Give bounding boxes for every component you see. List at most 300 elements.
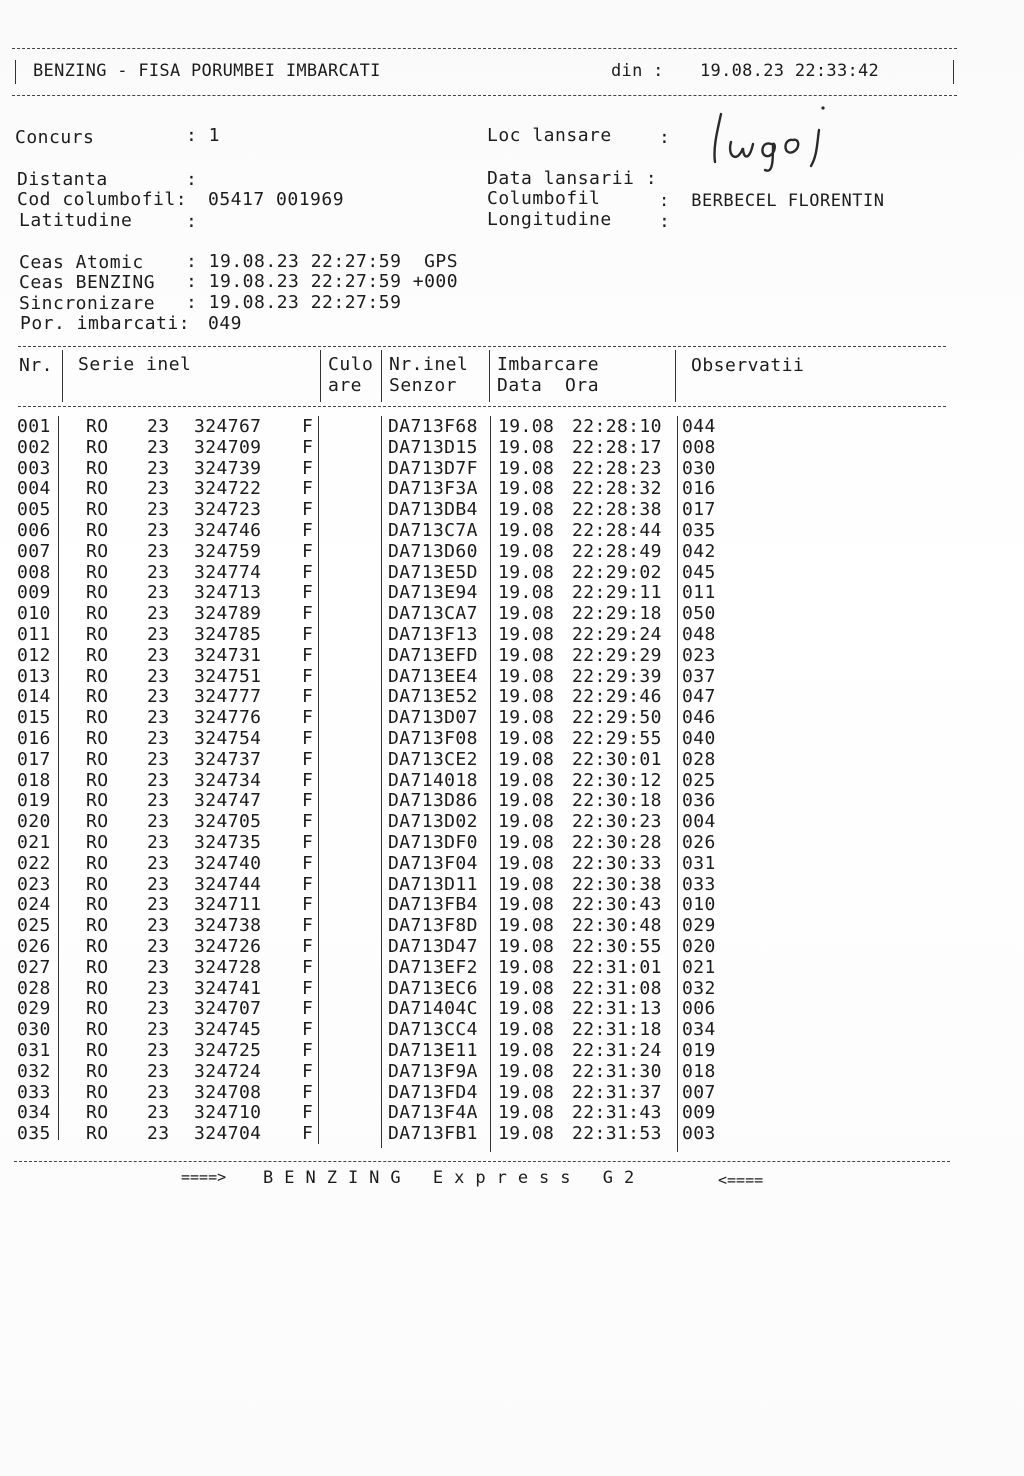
row-date: 19.08 xyxy=(498,665,555,687)
row-sensor-id: DA713DB4 xyxy=(388,499,478,521)
row-time: 22:31:37 xyxy=(572,1081,662,1103)
row-nr: 029 xyxy=(17,998,51,1020)
header-culoare-1: Culo xyxy=(328,354,374,375)
row-observation: 031 xyxy=(682,852,716,874)
row-observation: 048 xyxy=(682,623,716,645)
row-time: 22:29:55 xyxy=(572,727,662,749)
row-country: RO xyxy=(86,956,109,978)
cod-columbofil-label: Cod columbofil: xyxy=(17,189,188,210)
row-sensor-id: DA713FB4 xyxy=(388,894,478,916)
row-nr: 030 xyxy=(17,1019,51,1041)
table-row xyxy=(0,979,1024,1000)
table-row xyxy=(0,1041,1024,1062)
row-date: 19.08 xyxy=(498,416,555,437)
row-sensor-id: DA713EC6 xyxy=(388,977,478,999)
row-nr: 035 xyxy=(17,1123,51,1145)
row-time: 22:30:01 xyxy=(572,748,662,770)
row-date: 19.08 xyxy=(498,998,555,1020)
row-sensor-id: DA713F13 xyxy=(388,623,478,645)
row-sex: F xyxy=(302,582,314,604)
row-time: 22:29:02 xyxy=(572,561,662,583)
row-time: 22:31:13 xyxy=(572,998,662,1020)
row-year: 23 xyxy=(147,457,170,479)
row-year: 23 xyxy=(147,623,170,645)
row-time: 22:30:23 xyxy=(572,811,662,833)
row-time: 22:29:24 xyxy=(572,623,662,645)
row-ring-number: 324713 xyxy=(194,582,262,604)
row-observation: 020 xyxy=(682,935,716,957)
row-sex: F xyxy=(302,1123,314,1145)
row-observation: 033 xyxy=(682,873,716,895)
row-sex: F xyxy=(302,1081,314,1103)
row-time: 22:31:18 xyxy=(572,1019,662,1041)
cod-columbofil-value: 05417 001969 xyxy=(208,189,345,210)
title-bottom-border xyxy=(12,95,957,96)
row-nr: 027 xyxy=(17,956,51,978)
row-nr: 014 xyxy=(17,686,51,708)
row-ring-number: 324741 xyxy=(194,977,262,999)
row-sensor-id: DA713F9A xyxy=(388,1060,478,1082)
row-time: 22:28:38 xyxy=(572,499,662,521)
row-observation: 036 xyxy=(682,790,716,812)
row-ring-number: 324728 xyxy=(194,956,262,978)
porumbei-imbarcati-label: Por. imbarcati: xyxy=(20,313,191,334)
row-sensor-id: DA713D7F xyxy=(388,457,478,479)
row-observation: 011 xyxy=(682,582,716,604)
row-observation: 046 xyxy=(682,707,716,729)
row-observation: 017 xyxy=(682,499,716,521)
distanta-label: Distanta xyxy=(17,169,108,190)
row-sex: F xyxy=(302,519,314,541)
row-nr: 011 xyxy=(17,623,51,645)
row-year: 23 xyxy=(147,1019,170,1041)
row-date: 19.08 xyxy=(498,769,555,791)
row-time: 22:30:18 xyxy=(572,790,662,812)
row-date: 19.08 xyxy=(498,603,555,625)
row-ring-number: 324745 xyxy=(194,1019,262,1041)
row-observation: 044 xyxy=(682,416,716,437)
row-year: 23 xyxy=(147,1081,170,1103)
row-country: RO xyxy=(86,1123,109,1145)
row-country: RO xyxy=(86,686,109,708)
row-ring-number: 324735 xyxy=(194,831,262,853)
row-date: 19.08 xyxy=(498,811,555,833)
row-year: 23 xyxy=(147,436,170,458)
row-date: 19.08 xyxy=(498,1039,555,1061)
header-observatii: Observatii xyxy=(691,355,805,376)
row-nr: 001 xyxy=(17,416,51,437)
row-ring-number: 324704 xyxy=(194,1123,262,1145)
row-country: RO xyxy=(86,1081,109,1103)
row-year: 23 xyxy=(147,790,170,812)
row-observation: 030 xyxy=(682,457,716,479)
row-date: 19.08 xyxy=(498,1102,555,1124)
row-time: 22:28:23 xyxy=(572,457,662,479)
row-sex: F xyxy=(302,831,314,853)
row-sex: F xyxy=(302,873,314,895)
row-time: 22:30:28 xyxy=(572,831,662,853)
row-year: 23 xyxy=(147,727,170,749)
row-sensor-id: DA713FB1 xyxy=(388,1123,478,1145)
data-lansarii-label: Data lansarii : xyxy=(487,168,658,189)
row-country: RO xyxy=(86,499,109,521)
row-year: 23 xyxy=(147,1039,170,1061)
row-country: RO xyxy=(86,623,109,645)
row-nr: 004 xyxy=(17,478,51,500)
row-year: 23 xyxy=(147,769,170,791)
row-country: RO xyxy=(86,478,109,500)
table-row xyxy=(0,999,1024,1020)
row-sex: F xyxy=(302,499,314,521)
row-time: 22:30:38 xyxy=(572,873,662,895)
row-country: RO xyxy=(86,894,109,916)
ceas-benzing-label: Ceas BENZING xyxy=(19,272,156,293)
row-date: 19.08 xyxy=(498,540,555,562)
row-sex: F xyxy=(302,1102,314,1124)
row-nr: 021 xyxy=(17,831,51,853)
row-nr: 015 xyxy=(17,707,51,729)
row-ring-number: 324711 xyxy=(194,894,262,916)
document-title: BENZING - FISA PORUMBEI IMBARCATI xyxy=(33,61,381,81)
row-observation: 032 xyxy=(682,977,716,999)
row-sensor-id: DA713CE2 xyxy=(388,748,478,770)
row-time: 22:29:18 xyxy=(572,603,662,625)
row-year: 23 xyxy=(147,956,170,978)
row-sex: F xyxy=(302,623,314,645)
row-date: 19.08 xyxy=(498,686,555,708)
row-sex: F xyxy=(302,894,314,916)
row-time: 22:28:10 xyxy=(572,416,662,437)
row-nr: 020 xyxy=(17,811,51,833)
loc-lansare-label: Loc lansare xyxy=(487,125,612,146)
row-country: RO xyxy=(86,644,109,666)
row-ring-number: 324725 xyxy=(194,1039,262,1061)
row-nr: 022 xyxy=(17,852,51,874)
table-row xyxy=(0,1103,1024,1124)
sincronizare-label: Sincronizare xyxy=(19,293,156,314)
row-time: 22:29:11 xyxy=(572,582,662,604)
row-ring-number: 324767 xyxy=(194,416,262,437)
row-ring-number: 324776 xyxy=(194,707,262,729)
row-nr: 031 xyxy=(17,1039,51,1061)
row-nr: 016 xyxy=(17,727,51,749)
row-time: 22:30:55 xyxy=(572,935,662,957)
row-date: 19.08 xyxy=(498,582,555,604)
latitudine-value: : xyxy=(186,211,198,232)
row-nr: 008 xyxy=(17,561,51,583)
row-sensor-id: DA713D11 xyxy=(388,873,478,895)
row-nr: 007 xyxy=(17,540,51,562)
distanta-value: : xyxy=(186,169,198,190)
table-bottom-rule xyxy=(14,1161,950,1162)
row-sex: F xyxy=(302,644,314,666)
row-ring-number: 324709 xyxy=(194,436,262,458)
row-country: RO xyxy=(86,1039,109,1061)
table-row xyxy=(0,875,1024,896)
row-sex: F xyxy=(302,1019,314,1041)
table-row xyxy=(0,771,1024,792)
row-observation: 023 xyxy=(682,644,716,666)
row-year: 23 xyxy=(147,519,170,541)
row-observation: 045 xyxy=(682,561,716,583)
row-sex: F xyxy=(302,956,314,978)
row-year: 23 xyxy=(147,478,170,500)
row-country: RO xyxy=(86,811,109,833)
row-sex: F xyxy=(302,478,314,500)
row-date: 19.08 xyxy=(498,790,555,812)
row-date: 19.08 xyxy=(498,1123,555,1145)
row-year: 23 xyxy=(147,873,170,895)
table-row xyxy=(0,438,1024,459)
row-year: 23 xyxy=(147,1060,170,1082)
row-observation: 007 xyxy=(682,1081,716,1103)
table-row xyxy=(0,417,1024,438)
row-country: RO xyxy=(86,665,109,687)
row-nr: 026 xyxy=(17,935,51,957)
row-sensor-id: DA713E11 xyxy=(388,1039,478,1061)
row-nr: 033 xyxy=(17,1081,51,1103)
row-time: 22:28:49 xyxy=(572,540,662,562)
row-year: 23 xyxy=(147,416,170,437)
table-row xyxy=(0,1062,1024,1083)
row-sex: F xyxy=(302,748,314,770)
row-country: RO xyxy=(86,790,109,812)
ceas-benzing-value: : 19.08.23 22:27:59 +000 xyxy=(186,271,459,292)
row-sensor-id: DA713D60 xyxy=(388,540,478,562)
row-date: 19.08 xyxy=(498,1081,555,1103)
concurs-value: : 1 xyxy=(186,125,221,146)
table-row xyxy=(0,646,1024,667)
table-row xyxy=(0,563,1024,584)
row-nr: 006 xyxy=(17,519,51,541)
row-sensor-id: DA713FD4 xyxy=(388,1081,478,1103)
row-ring-number: 324724 xyxy=(194,1060,262,1082)
longitudine-value: : xyxy=(659,211,671,232)
row-year: 23 xyxy=(147,1102,170,1124)
row-sex: F xyxy=(302,852,314,874)
header-col-sep xyxy=(381,350,382,402)
row-date: 19.08 xyxy=(498,499,555,521)
row-sex: F xyxy=(302,977,314,999)
loc-lansare-separator: : xyxy=(659,127,671,148)
table-row xyxy=(0,479,1024,500)
row-country: RO xyxy=(86,977,109,999)
date-label: din : xyxy=(611,61,664,81)
row-time: 22:31:24 xyxy=(572,1039,662,1061)
footer-left-arrow: ====> xyxy=(181,1168,227,1186)
row-nr: 034 xyxy=(17,1102,51,1124)
row-date: 19.08 xyxy=(498,707,555,729)
header-nr: Nr. xyxy=(19,355,54,376)
row-date: 19.08 xyxy=(498,561,555,583)
row-sensor-id: DA713D07 xyxy=(388,707,478,729)
row-sensor-id: DA713F3A xyxy=(388,478,478,500)
row-country: RO xyxy=(86,998,109,1020)
footer-right-arrow: <==== xyxy=(718,1171,764,1189)
row-year: 23 xyxy=(147,977,170,999)
row-time: 22:31:01 xyxy=(572,956,662,978)
table-row xyxy=(0,1020,1024,1041)
row-sensor-id: DA713C7A xyxy=(388,519,478,541)
row-nr: 025 xyxy=(17,915,51,937)
row-observation: 016 xyxy=(682,478,716,500)
row-time: 22:31:43 xyxy=(572,1102,662,1124)
row-date: 19.08 xyxy=(498,894,555,916)
row-date: 19.08 xyxy=(498,852,555,874)
row-country: RO xyxy=(86,582,109,604)
row-observation: 009 xyxy=(682,1102,716,1124)
row-year: 23 xyxy=(147,894,170,916)
table-header-top-rule xyxy=(18,346,946,347)
row-observation: 021 xyxy=(682,956,716,978)
row-sex: F xyxy=(302,561,314,583)
row-ring-number: 324777 xyxy=(194,686,262,708)
row-observation: 004 xyxy=(682,811,716,833)
table-row xyxy=(0,459,1024,480)
table-row xyxy=(0,895,1024,916)
row-country: RO xyxy=(86,561,109,583)
row-nr: 009 xyxy=(17,582,51,604)
row-date: 19.08 xyxy=(498,478,555,500)
row-year: 23 xyxy=(147,561,170,583)
table-row xyxy=(0,729,1024,750)
row-ring-number: 324747 xyxy=(194,790,262,812)
row-ring-number: 324759 xyxy=(194,540,262,562)
row-country: RO xyxy=(86,831,109,853)
row-nr: 012 xyxy=(17,644,51,666)
header-col-sep xyxy=(489,350,490,402)
header-data-ora: Data Ora xyxy=(497,375,600,396)
print-date: 19.08.23 22:33:42 xyxy=(700,61,880,81)
row-year: 23 xyxy=(147,852,170,874)
row-country: RO xyxy=(86,1060,109,1082)
row-year: 23 xyxy=(147,499,170,521)
row-observation: 029 xyxy=(682,915,716,937)
header-senzor: Senzor xyxy=(389,375,458,396)
row-year: 23 xyxy=(147,603,170,625)
row-sex: F xyxy=(302,915,314,937)
row-time: 22:30:48 xyxy=(572,915,662,937)
row-observation: 019 xyxy=(682,1039,716,1061)
row-observation: 034 xyxy=(682,1019,716,1041)
table-row xyxy=(0,687,1024,708)
row-country: RO xyxy=(86,748,109,770)
row-observation: 010 xyxy=(682,894,716,916)
row-sensor-id: DA713D15 xyxy=(388,436,478,458)
table-row xyxy=(0,833,1024,854)
header-culoare-2: are xyxy=(328,375,363,396)
row-ring-number: 324731 xyxy=(194,644,262,666)
row-ring-number: 324726 xyxy=(194,935,262,957)
row-observation: 047 xyxy=(682,686,716,708)
row-nr: 010 xyxy=(17,603,51,625)
row-country: RO xyxy=(86,1019,109,1041)
row-sex: F xyxy=(302,603,314,625)
row-observation: 037 xyxy=(682,665,716,687)
handwritten-location xyxy=(707,104,847,172)
row-time: 22:28:32 xyxy=(572,478,662,500)
row-sex: F xyxy=(302,935,314,957)
row-nr: 013 xyxy=(17,665,51,687)
row-country: RO xyxy=(86,519,109,541)
columbofil-value: : BERBECEL FLORENTIN xyxy=(659,191,885,211)
row-date: 19.08 xyxy=(498,831,555,853)
row-time: 22:29:29 xyxy=(572,644,662,666)
row-sensor-id: DA713D02 xyxy=(388,811,478,833)
header-imbarcare: Imbarcare xyxy=(497,354,600,375)
row-country: RO xyxy=(86,852,109,874)
row-ring-number: 324740 xyxy=(194,852,262,874)
row-country: RO xyxy=(86,873,109,895)
row-sensor-id: DA713CC4 xyxy=(388,1019,478,1041)
row-observation: 050 xyxy=(682,603,716,625)
row-time: 22:29:50 xyxy=(572,707,662,729)
row-nr: 002 xyxy=(17,436,51,458)
table-row xyxy=(0,1083,1024,1104)
row-date: 19.08 xyxy=(498,915,555,937)
sincronizare-value: : 19.08.23 22:27:59 xyxy=(186,292,402,313)
table-body xyxy=(0,417,1024,1145)
table-row xyxy=(0,854,1024,875)
row-nr: 032 xyxy=(17,1060,51,1082)
row-date: 19.08 xyxy=(498,1019,555,1041)
row-sex: F xyxy=(302,457,314,479)
row-observation: 028 xyxy=(682,748,716,770)
row-date: 19.08 xyxy=(498,873,555,895)
row-country: RO xyxy=(86,457,109,479)
row-ring-number: 324734 xyxy=(194,769,262,791)
row-year: 23 xyxy=(147,644,170,666)
row-sex: F xyxy=(302,686,314,708)
row-nr: 019 xyxy=(17,790,51,812)
row-sex: F xyxy=(302,998,314,1020)
row-ring-number: 324707 xyxy=(194,998,262,1020)
table-row xyxy=(0,812,1024,833)
ceas-atomic-value: : 19.08.23 22:27:59 GPS xyxy=(186,251,459,272)
table-row xyxy=(0,750,1024,771)
row-year: 23 xyxy=(147,748,170,770)
table-row xyxy=(0,1124,1024,1145)
row-country: RO xyxy=(86,603,109,625)
row-country: RO xyxy=(86,769,109,791)
row-ring-number: 324722 xyxy=(194,478,262,500)
row-sensor-id: DA713F08 xyxy=(388,727,478,749)
row-observation: 025 xyxy=(682,769,716,791)
row-ring-number: 324737 xyxy=(194,748,262,770)
concurs-label: Concurs xyxy=(15,127,95,148)
row-ring-number: 324774 xyxy=(194,561,262,583)
row-observation: 026 xyxy=(682,831,716,853)
row-time: 22:28:44 xyxy=(572,519,662,541)
row-ring-number: 324708 xyxy=(194,1081,262,1103)
row-sensor-id: DA713F8D xyxy=(388,915,478,937)
row-date: 19.08 xyxy=(498,436,555,458)
table-row xyxy=(0,958,1024,979)
row-nr: 005 xyxy=(17,499,51,521)
row-sex: F xyxy=(302,1039,314,1061)
row-nr: 028 xyxy=(17,977,51,999)
row-sex: F xyxy=(302,540,314,562)
row-time: 22:30:43 xyxy=(572,894,662,916)
table-row xyxy=(0,500,1024,521)
row-date: 19.08 xyxy=(498,644,555,666)
row-sensor-id: DA714018 xyxy=(388,769,478,791)
row-sex: F xyxy=(302,790,314,812)
row-sex: F xyxy=(302,416,314,437)
row-sensor-id: DA713D47 xyxy=(388,935,478,957)
row-ring-number: 324751 xyxy=(194,665,262,687)
row-country: RO xyxy=(86,540,109,562)
